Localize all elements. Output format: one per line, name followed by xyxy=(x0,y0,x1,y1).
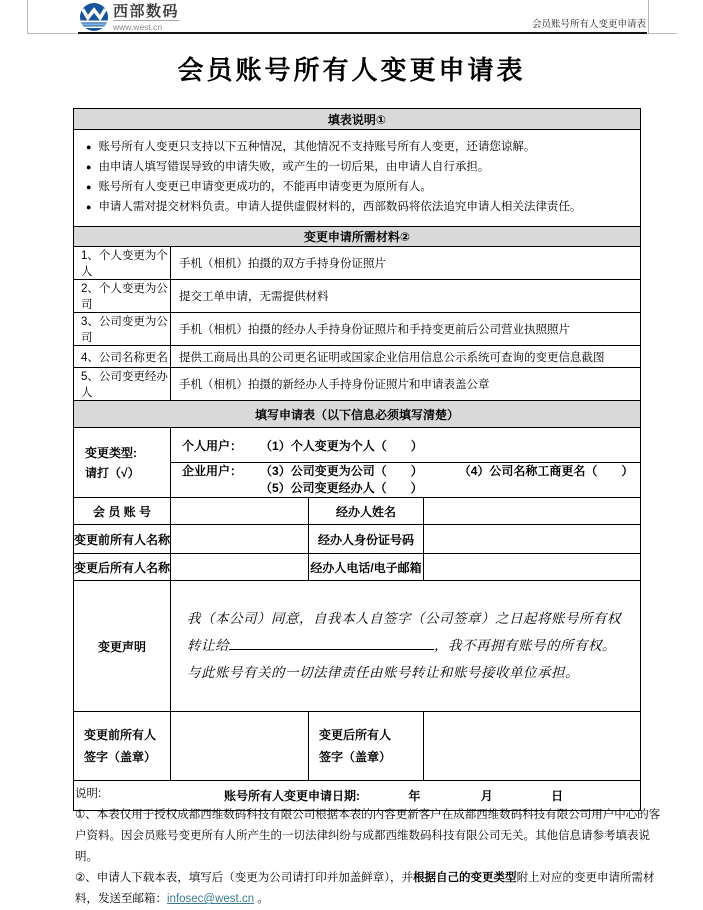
option-company-change-agent[interactable]: （5）公司变更经办人（ ） xyxy=(260,481,423,495)
note-2: ②、申请人下载本表，填写后（变更为公司请打印并加盖鲜章），并根据自己的变更类型附上对应的变更申请所需材料，发送至邮箱：infosec@west.cn 。 xyxy=(75,872,655,905)
material-type: 1、个人变更为个人 xyxy=(74,247,171,280)
signature-before-label: 变更前所有人 签字（盖章） xyxy=(74,712,171,781)
application-header: 填写申请表（以下信息必须填写清楚） xyxy=(74,401,641,428)
instruction-item: ● 由申请人填写错误导致的申请失败，或产生的一切后果，由申请人自行承担。 xyxy=(86,161,490,173)
change-type-personal-row xyxy=(171,428,641,463)
page-title: 会员账号所有人变更申请表 xyxy=(177,56,526,86)
date-label: 账号所有人变更申请日期: xyxy=(224,789,360,803)
declaration-text-before: 我（本公司）同意，自我本人自签字（公司签章）之日起将账号所有权转让给 xyxy=(187,610,621,654)
instruction-item: ● 账号所有人变更只支持以下五种情况，其他情况不支持账号所有人变更，还请您谅解。 xyxy=(86,141,536,153)
personal-user-label: 个人用户： xyxy=(182,438,243,453)
owner-before-label: 变更前所有人名称 xyxy=(74,525,171,554)
margin-mark-right-vertical xyxy=(648,0,649,33)
material-row xyxy=(74,346,641,368)
note-2-bold: 根据自己的变更类型 xyxy=(413,872,517,884)
material-desc: 提供工商局出具的公司更名证明或国家企业信用信息公示系统可查询的变更信息截图 xyxy=(171,346,641,368)
option-company-to-company[interactable]: （3）公司变更为公司（ ） xyxy=(260,464,423,478)
signature-row xyxy=(74,712,641,781)
owner-after-field[interactable] xyxy=(171,554,309,581)
declaration-row xyxy=(74,581,641,712)
contact-email-link[interactable]: infosec@west.cn xyxy=(167,893,255,905)
form-content xyxy=(73,108,640,811)
margin-mark-right-horizontal xyxy=(648,33,677,34)
declaration-text-after: ，我不再拥有账号的所有权。与此账号有关的一切法律责任由账号转让和账号接收单位承担。 xyxy=(187,637,616,681)
bullet-icon: ● xyxy=(86,182,92,192)
agent-name-field[interactable] xyxy=(424,498,641,525)
signature-after-field[interactable] xyxy=(424,712,641,781)
bullet-icon: ● xyxy=(86,202,92,212)
instructions-header: 填表说明① xyxy=(74,109,641,130)
west-logo-icon xyxy=(80,3,108,31)
instructions-table xyxy=(73,108,641,227)
form-row xyxy=(74,525,641,554)
material-row xyxy=(74,247,641,280)
declaration-label: 变更声明 xyxy=(74,581,171,712)
agent-id-label: 经办人身份证号码 xyxy=(309,525,424,554)
application-table xyxy=(73,400,641,811)
owner-after-label: 变更后所有人名称 xyxy=(74,554,171,581)
brand-url: www.west.cn xyxy=(113,20,179,32)
form-row xyxy=(74,554,641,581)
material-desc: 手机（相机）拍摄的双方手持身份证照片 xyxy=(171,247,641,280)
member-account-field[interactable] xyxy=(171,498,309,525)
bullet-icon: ● xyxy=(86,162,92,172)
margin-mark-left-vertical xyxy=(27,0,28,33)
agent-name-label: 经办人姓名 xyxy=(309,498,424,525)
material-row xyxy=(74,313,641,346)
option-company-rename[interactable]: （4）公司名称工商更名（ ） xyxy=(464,464,634,478)
signature-after-label: 变更后所有人 签字（盖章） xyxy=(309,712,424,781)
transferee-blank-field[interactable] xyxy=(229,636,434,650)
material-type: 2、个人变更为公司 xyxy=(74,280,171,313)
signature-before-field[interactable] xyxy=(171,712,309,781)
member-account-label: 会 员 账 号 xyxy=(74,498,171,525)
material-row xyxy=(74,368,641,401)
material-desc: 手机（相机）拍摄的新经办人手持身份证照片和申请表盖公章 xyxy=(171,368,641,401)
date-year-label[interactable]: 年 xyxy=(408,789,421,803)
agent-id-field[interactable] xyxy=(424,525,641,554)
instructions-body xyxy=(74,130,641,227)
material-desc: 提交工单申请，无需提供材料 xyxy=(171,280,641,313)
materials-table xyxy=(73,226,641,401)
bullet-icon: ● xyxy=(86,142,92,152)
margin-mark-left-horizontal xyxy=(27,33,77,34)
header-rule xyxy=(78,32,647,34)
notes-title: 说明: xyxy=(75,788,102,800)
date-day-label[interactable]: 日 xyxy=(551,789,564,803)
company-user-label: 企业用户： xyxy=(182,464,243,478)
header-doc-reference: 会员账号所有人变更申请表 xyxy=(531,19,646,30)
brand-name: 西部数码 xyxy=(113,3,180,20)
brand-logo xyxy=(80,3,179,32)
material-desc: 手机（相机）拍摄的经办人手持身份证照片和手持变更前后公司营业执照照片 xyxy=(171,313,641,346)
change-type-company-row xyxy=(171,463,641,498)
note-1: ①、本表仅用于授权成都西维数码科技有限公司根据本表的内容更新客户在成都西维数码科技有限公司用户中心的客户资料。因会员账号变更所有人所产生的一切法律纠纷与成都西维数码科技有限公司无关。其他信息请参考填表说明。 xyxy=(75,809,661,863)
instruction-item: ● 申请人需对提交材料负责。申请人提供虚假材料的，西部数码将依法追究申请人相关法律责任。 xyxy=(86,201,582,213)
option-personal-to-personal[interactable]: （1）个人变更为个人（ ） xyxy=(260,438,423,453)
material-type: 3、公司变更为公司 xyxy=(74,313,171,346)
agent-contact-label: 经办人电话/电子邮箱 xyxy=(309,554,424,581)
material-row xyxy=(74,280,641,313)
agent-contact-field[interactable] xyxy=(424,554,641,581)
material-type: 5、公司变更经办人 xyxy=(74,368,171,401)
materials-header: 变更申请所需材料② xyxy=(74,227,641,247)
declaration-body xyxy=(171,581,641,712)
date-month-label[interactable]: 月 xyxy=(480,789,493,803)
footer-notes xyxy=(75,784,662,910)
form-row xyxy=(74,498,641,525)
material-type: 4、公司名称更名 xyxy=(74,346,171,368)
instruction-item: ● 账号所有人变更已申请变更成功的，不能再申请变更为原所有人。 xyxy=(86,181,432,193)
owner-before-field[interactable] xyxy=(171,525,309,554)
change-type-label: 变更类型: 请打（√） xyxy=(74,428,171,498)
